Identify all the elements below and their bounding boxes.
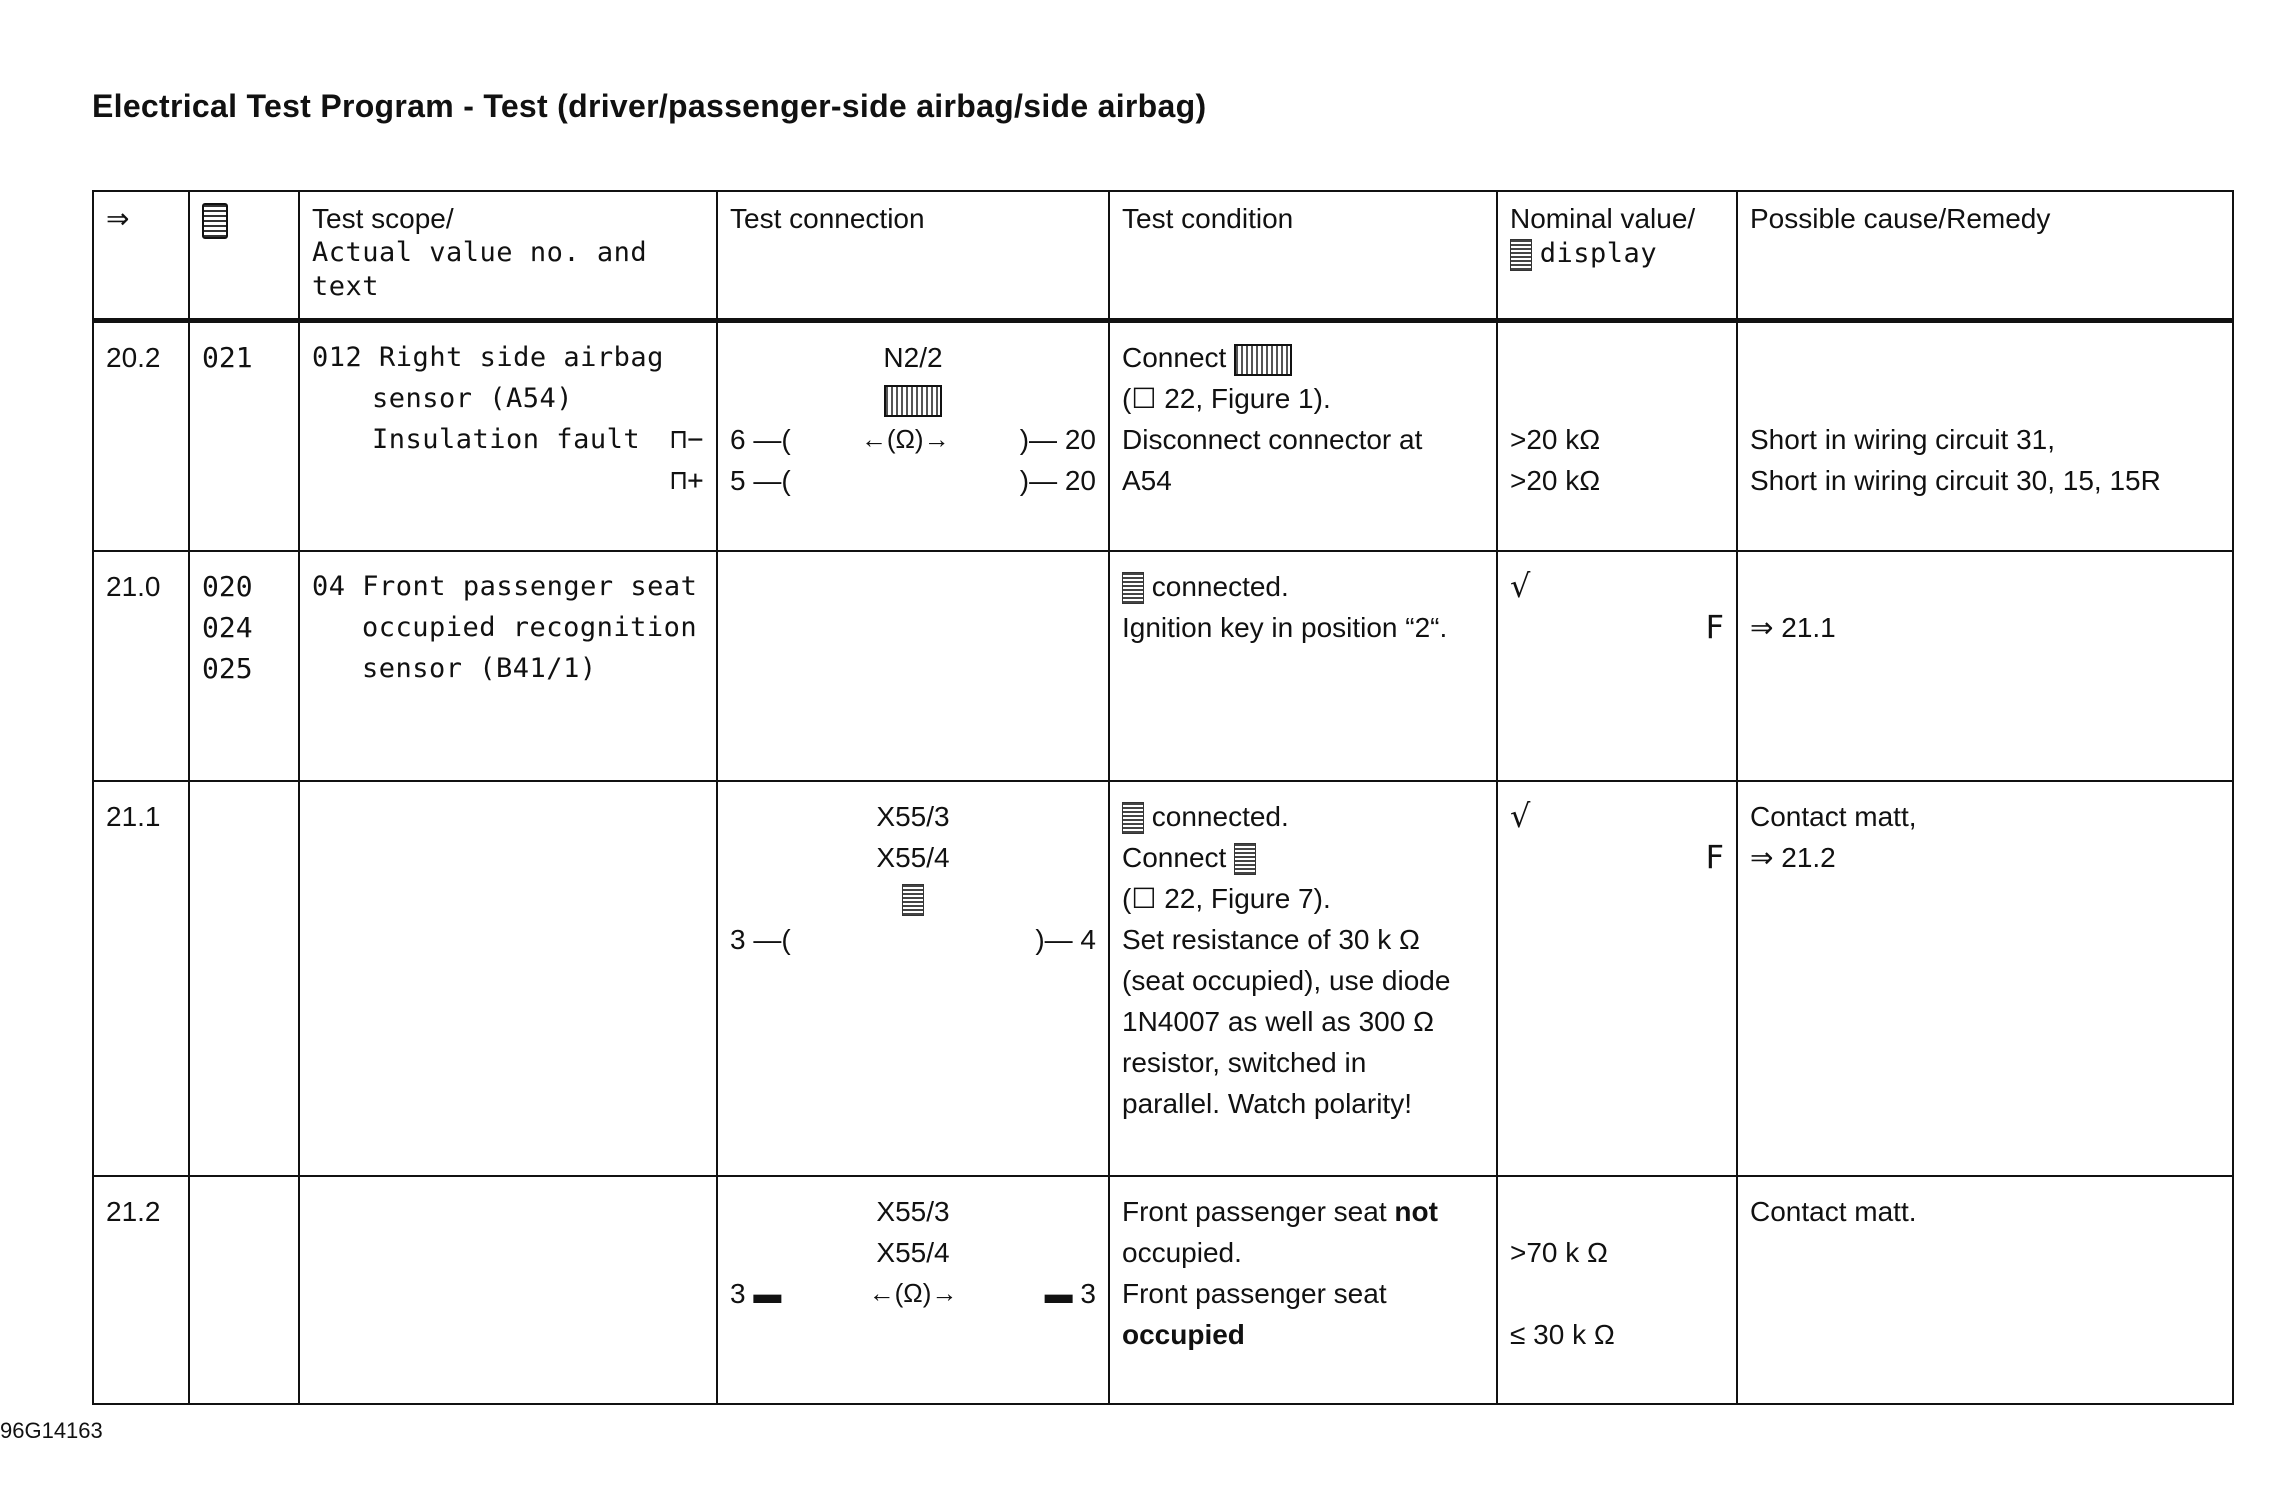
remedy-line: Short in wiring circuit 30, 15, 15R [1750,465,2161,496]
remedy-cell [1737,1176,2233,1404]
pin-left: 6 —( [730,424,791,455]
condition-line: (☐ 22, Figure 1). [1122,383,1331,414]
tester-icon [1122,802,1144,834]
table-row [93,1176,2233,1404]
remedy-line: ⇒ 21.1 [1750,611,1836,643]
pin-right: )— 20 [1019,424,1096,455]
step-cell: 21.1 [93,781,189,1176]
header-step [93,191,189,321]
tester-icon [1122,572,1144,604]
code-value: 020 [202,569,253,603]
fault-mark: F [1705,607,1724,646]
condition-line: connected. [1151,800,1289,832]
condition-line: occupied. [1122,1236,1242,1268]
breakout-box-icon [884,385,942,417]
condition-line: (seat occupied), use diode [1122,964,1451,996]
table-row [93,781,2233,1176]
check-mark: √ [1510,796,1531,835]
header-scope [299,191,717,321]
connector-label: X55/3 [876,1195,950,1227]
header-nominal [1497,191,1737,321]
nominal-cell [1497,1176,1737,1404]
header-connection: Test connection [717,191,1109,321]
connection-cell [717,781,1109,1176]
scope-line: sensor (B41/1) [362,652,597,684]
connection-cell [717,1176,1109,1404]
condition-line: resistor, switched in [1122,1046,1367,1078]
pin-right: ▬ 3 [1044,1277,1096,1309]
ohmmeter-icon: ←(Ω)→ [868,1277,958,1308]
header-scope-line1: Test scope/ [312,203,454,234]
remedy-line: ⇒ 21.2 [1750,841,1836,873]
test-table [92,190,2234,1405]
condition-line: Connect [1122,342,1227,373]
code-cell: 021 [189,321,299,551]
code-cell [189,1176,299,1404]
remedy-cell [1737,781,2233,1176]
scope-cell [299,321,717,551]
condition-line: A54 [1122,465,1172,496]
scope-line: Right side airbag [379,342,664,373]
condition-emphasis: occupied [1122,1318,1245,1350]
remedy-line: Contact matt. [1750,1195,1917,1227]
scope-line: occupied recognition [362,611,698,643]
condition-cell [1109,1176,1497,1404]
document-id: 96G14163 [0,1418,103,1443]
scope-line: Front passenger seat [362,570,698,602]
pin-right: )— 20 [1019,465,1096,496]
remedy-cell [1737,321,2233,551]
condition-line: Ignition key in position “2“. [1122,611,1448,643]
condition-line: parallel. Watch polarity! [1122,1087,1412,1119]
pin-left: 3 —( [730,923,791,955]
code-value: 025 [202,651,253,685]
condition-text: Front passenger seat [1122,1195,1395,1227]
condition-cell [1109,321,1497,551]
connection-cell [717,551,1109,781]
step-cell: 20.2 [93,321,189,551]
tester-icon [1510,239,1532,271]
nominal-value: >20 kΩ [1510,465,1601,496]
table-row [93,551,2233,781]
remedy-cell [1737,551,2233,781]
connection-cell [717,321,1109,551]
header-nominal-line2: display [1539,238,1658,269]
code-cell [189,551,299,781]
scope-line: sensor (A54) [372,383,574,414]
ohmmeter-icon: ←(Ω)→ [860,424,950,454]
scope-number: 04 [312,570,346,602]
connector-label: X55/3 [876,800,950,832]
header-condition: Test condition [1109,191,1497,321]
ground-minus-symbol: ⊓− [670,424,704,455]
check-mark: √ [1510,566,1531,605]
connector-label: X55/4 [876,1236,950,1268]
resistor-box-icon [1234,843,1256,875]
step-cell: 21.2 [93,1176,189,1404]
nominal-value: ≤ 30 k Ω [1510,1318,1615,1350]
condition-emphasis: not [1394,1195,1438,1227]
connector-label: N2/2 [883,342,943,373]
fault-mark: F [1705,837,1724,876]
condition-cell [1109,551,1497,781]
condition-line: Set resistance of 30 k Ω [1122,923,1420,955]
arrow-icon: ⇒ [106,203,130,234]
scope-cell [299,551,717,781]
condition-line: 1N4007 as well as 300 Ω [1122,1005,1435,1037]
scope-cell [299,781,717,1176]
condition-line: Front passenger seat [1122,1277,1387,1309]
code-cell [189,781,299,1176]
remedy-line: Short in wiring circuit 31, [1750,424,2056,455]
nominal-cell [1497,781,1737,1176]
nominal-cell [1497,551,1737,781]
condition-line: Connect [1122,841,1227,873]
condition-line: Disconnect connector at [1122,424,1423,455]
tester-icon [202,203,228,239]
pin-right: )— 4 [1035,923,1096,955]
header-remedy: Possible cause/Remedy [1737,191,2233,321]
scope-number: 012 [312,342,363,373]
connector-label: X55/4 [876,841,950,873]
remedy-line: Contact matt, [1750,800,1917,832]
ground-plus-symbol: ⊓+ [670,465,704,496]
resistor-box-icon [902,884,924,916]
step-cell: 21.0 [93,551,189,781]
condition-cell [1109,781,1497,1176]
table-header-row [93,191,2233,321]
header-tester [189,191,299,321]
pin-left: 3 ▬ [730,1277,782,1309]
scope-line: Insulation fault [372,424,641,455]
nominal-cell [1497,321,1737,551]
page-title: Electrical Test Program - Test (driver/passenger-side airbag/side airbag) [92,88,1207,124]
nominal-value: >20 kΩ [1510,424,1601,455]
code-value: 024 [202,610,253,644]
nominal-value: >70 k Ω [1510,1236,1608,1268]
header-nominal-line1: Nominal value/ [1510,203,1696,234]
pin-left: 5 —( [730,465,791,496]
condition-line: (☐ 22, Figure 7). [1122,882,1331,914]
scope-cell [299,1176,717,1404]
breakout-box-icon [1234,344,1292,376]
header-scope-line2: Actual value no. and text [312,237,648,302]
condition-line: connected. [1151,570,1289,602]
table-row [93,321,2233,551]
